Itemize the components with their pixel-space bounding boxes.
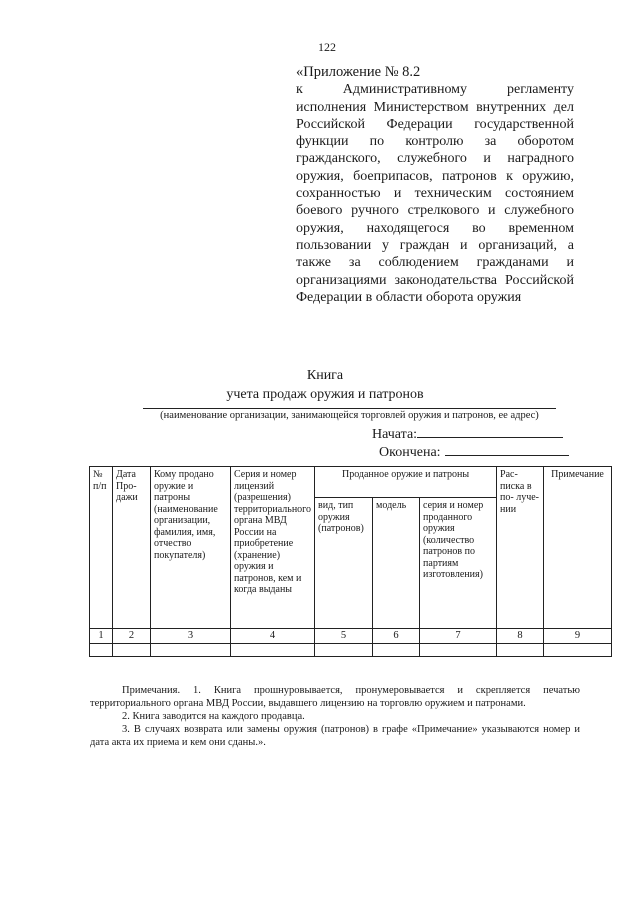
column-number: 6: [373, 629, 420, 644]
organization-caption: (наименование организации, занимающейся торговлей оружия и патронов, ее адрес): [160, 410, 539, 421]
finished-row: [379, 443, 569, 461]
column-number: 1: [90, 629, 113, 644]
header-serial: серия и номер проданного оружия (количество патронов по партиям изготовления): [420, 498, 497, 629]
started-row: [372, 425, 563, 443]
blank-cell[interactable]: [151, 643, 231, 656]
organization-line: [143, 408, 556, 409]
header-sold-group: Проданное оружие и патроны: [315, 467, 497, 498]
blank-cell[interactable]: [544, 643, 612, 656]
column-number: 7: [420, 629, 497, 644]
column-number: 2: [113, 629, 151, 644]
note-3: 3. В случаях возврата или замены оружия (патронов) в графе «Примечание» указываются номер и дата акта их приема и кем они сданы.».: [90, 724, 580, 748]
column-number: 4: [231, 629, 315, 644]
blank-cell[interactable]: [315, 643, 373, 656]
sales-ledger-table: [89, 466, 612, 657]
header-row-1: [90, 467, 612, 498]
finished-label: Окончена:: [379, 445, 441, 460]
book-title-line2: учета продаж оружия и патронов: [226, 387, 424, 402]
header-license: Серия и номер лицензий (разрешения) территориального органа МВД России на приобретение (хранение) оружия и патронов, кем и когда выданы: [231, 467, 315, 629]
note-1: Примечания. 1. Книга прошнуровывается, пронумеровывается и скрепляется печатью территориального органа МВД России, выдавшего лицензию на торговлю оружием и патронами.: [90, 685, 580, 709]
blank-cell[interactable]: [90, 643, 113, 656]
blank-cell[interactable]: [497, 643, 544, 656]
blank-cell[interactable]: [231, 643, 315, 656]
started-blank[interactable]: [417, 425, 563, 438]
started-label: Начата:: [372, 427, 418, 442]
blank-cell[interactable]: [420, 643, 497, 656]
appendix-body: к Административному регламенту исполнения Министерством внутренних дел Российской Федерации государственной функции по контролю за оборотом гражданского, служебного и наградного оружия, боеприпасов, патронов к оружию, сохранностью и техническим состоянием боевого ручного стрелкового и служебного оружия, находящегося во временном пользовании у граждан и организаций, а также за соблюдением гражданами и организациями законодательства Российской Федерации в области оборота оружия: [296, 82, 574, 305]
header-model: модель: [373, 498, 420, 629]
column-number: 8: [497, 629, 544, 644]
column-number: 5: [315, 629, 373, 644]
book-title: [140, 366, 510, 404]
appendix-block: [296, 64, 574, 306]
blank-cell[interactable]: [113, 643, 151, 656]
header-weapon-type: вид, тип оружия (патронов): [315, 498, 373, 629]
column-number: 9: [544, 629, 612, 644]
header-receipt: Рас- писка в по- луче- нии: [497, 467, 544, 629]
header-number: № п/п: [90, 467, 113, 629]
column-number: 3: [151, 629, 231, 644]
book-title-line1: Книга: [306, 368, 344, 383]
column-number-row: [90, 629, 612, 644]
header-date: Дата Про- дажи: [113, 467, 151, 629]
blank-entry-row: [90, 643, 612, 656]
page-number: 122: [318, 40, 336, 54]
notes-block: [90, 684, 580, 749]
blank-cell[interactable]: [373, 643, 420, 656]
note-2: 2. Книга заводится на каждого продавца.: [122, 711, 305, 722]
header-buyer: Кому продано оружие и патроны (наименование организации, фамилия, имя, отчество покупателя): [151, 467, 231, 629]
appendix-heading: «Приложение № 8.2: [296, 64, 421, 80]
finished-blank[interactable]: [445, 443, 569, 456]
header-note: Примечание: [544, 467, 612, 629]
